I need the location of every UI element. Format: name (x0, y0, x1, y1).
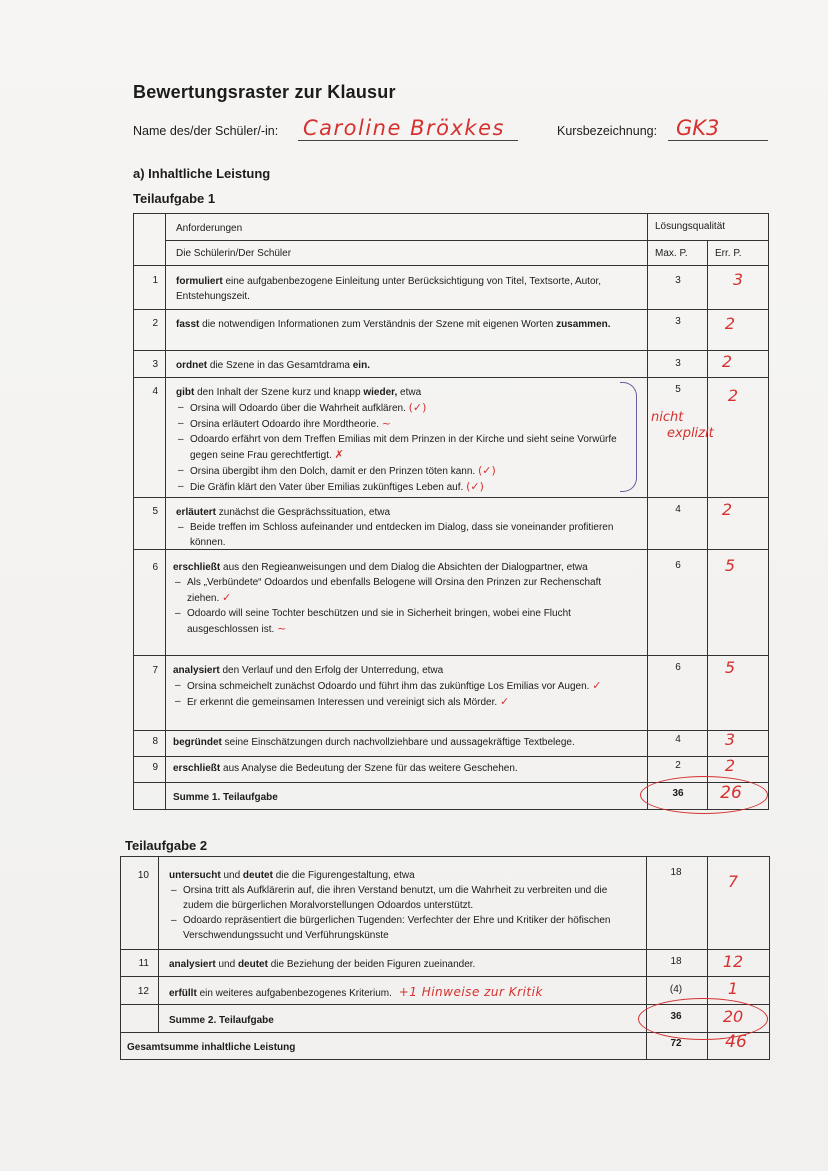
row-verb: gibt (176, 387, 195, 398)
max-points: 4 (675, 734, 681, 745)
max-points: (4) (669, 984, 683, 995)
max-points: 4 (675, 504, 681, 515)
row-text: den Verlauf und den Erfolg der Unterredung, etwa (222, 665, 444, 676)
earned-points: 2 (724, 314, 736, 333)
row-verb: zusammen. (556, 319, 611, 330)
table-row (176, 317, 636, 332)
row-verb: deutet (237, 959, 268, 970)
grader-mark: (✓) (466, 480, 484, 493)
list-item: – Er erkennt die gemeinsamen Interessen und vereinigt sich als Mörder. ✓ (173, 694, 636, 710)
bullet-list (173, 678, 636, 710)
row-number: 6 (152, 562, 158, 573)
bullet-list (173, 575, 636, 637)
row-number: 3 (152, 359, 158, 370)
max-points: 6 (675, 560, 681, 571)
col-quality-header: Lösungsqualität (655, 221, 726, 232)
row-verb: erschließt (173, 763, 221, 774)
row-number: 5 (152, 506, 158, 517)
row-text: seine Einschätzungen durch nachvollziehbare und aussagekräftige Textbelege. (224, 737, 575, 748)
sum-earned-points: 26 (720, 783, 742, 803)
list-item: – Orsina übergibt ihm den Dolch, damit er den Prinzen töten kann. (✓) (176, 463, 636, 479)
course-label: Kursbezeichnung: (557, 124, 658, 138)
name-label: Name des/der Schüler/-in: (133, 124, 279, 138)
grader-mark: (✓) (477, 464, 496, 477)
list-item: – Die Gräfin klärt den Vater über Emilias zukünftiges Leben auf. (✓) (176, 479, 636, 495)
earned-points: 2 (724, 756, 736, 775)
row-divider (133, 309, 768, 310)
row-number: 1 (152, 275, 158, 286)
course-underline (668, 140, 768, 141)
table-row (173, 735, 636, 750)
row-verb: deutet (242, 870, 273, 881)
max-points: 3 (675, 316, 681, 327)
row-divider (133, 655, 768, 656)
row-text: und (223, 870, 241, 881)
row-text: zunächst die Gesprächssituation, etwa (218, 507, 391, 518)
row-divider (133, 497, 768, 498)
part2-heading: Teilaufgabe 2 (125, 838, 208, 853)
grader-comment: nicht explizit (651, 410, 714, 441)
row-text: eine aufgabenbezogene Einleitung unter Berücksichtigung von Titel, Textsorte, Autor, Entstehungszeit. (176, 276, 602, 302)
row-text: etwa (400, 387, 422, 398)
row-number: 12 (137, 986, 149, 997)
row-verb: ordnet (176, 360, 208, 371)
earned-points: 2 (721, 500, 733, 519)
row-verb: begründet (173, 737, 222, 748)
grader-mark: ~ (381, 417, 391, 430)
bullet-list (169, 883, 639, 943)
row-divider (133, 350, 768, 351)
document-title: Bewertungsraster zur Klausur (133, 82, 396, 102)
grader-mark: (✓) (408, 401, 427, 414)
row-number: 9 (152, 762, 158, 773)
row-verb: erläutert (176, 507, 217, 518)
row-text: und (218, 959, 236, 970)
row-text: die Szene in das Gesamtdrama (209, 360, 350, 371)
col-student-header: Die Schülerin/Der Schüler (176, 248, 292, 259)
bullet-list (176, 400, 636, 495)
max-points: 18 (670, 867, 682, 878)
part1-heading: Teilaufgabe 1 (133, 191, 216, 206)
grader-note: +1 Hinweise zur Kritik (398, 985, 543, 999)
row-verb: erschließt (173, 562, 221, 573)
row-divider (165, 240, 768, 241)
course-value: GK3 (676, 116, 720, 140)
row-text: den Inhalt der Szene kurz und knapp (197, 387, 361, 398)
col-max-header: Max. P. (655, 248, 688, 259)
earned-points: 12 (722, 952, 744, 971)
grader-brace (620, 382, 637, 492)
row-text: die Beziehung der beiden Figuren zueinander. (270, 959, 476, 970)
row-divider (133, 265, 768, 266)
list-item: – Odoardo erfährt von dem Treffen Emilias mit dem Prinzen in der Kirche und sieht seine Vorwürfe gegen seine Frau gerechtfertigt. ✗ (176, 432, 636, 463)
earned-points: 3 (724, 730, 736, 749)
col-requirements-header: Anforderungen (176, 223, 243, 234)
row-divider (120, 976, 769, 977)
grader-mark: ✓ (592, 679, 602, 692)
grader-mark: ✗ (334, 448, 344, 461)
table-row (169, 985, 639, 1001)
list-item: – Odoardo repräsentiert die bürgerlichen Tugenden: Verfechter der Ehre und Kritiker der höfischen Verschwendungssucht und Verführungskünste (169, 913, 639, 943)
total-earned-points: 46 (725, 1032, 747, 1052)
row-verb: wieder, (363, 387, 398, 398)
max-points: 2 (675, 760, 681, 771)
row-number: 8 (152, 736, 158, 747)
row-text: die notwendigen Informationen zum Verständnis der Szene mit eigenen Worten (202, 319, 554, 330)
sum-label: Summe 1. Teilaufgabe (173, 792, 278, 803)
earned-points: 7 (727, 872, 739, 891)
max-points: 5 (675, 384, 681, 395)
row-text: die die Figurengestaltung, etwa (275, 870, 415, 881)
table-row (173, 663, 636, 710)
sum-earned-points: 20 (722, 1007, 744, 1026)
row-divider (133, 730, 768, 731)
table-row (173, 761, 636, 776)
table-row (176, 358, 636, 373)
row-divider (133, 377, 768, 378)
sum-label: Summe 2. Teilaufgabe (169, 1015, 274, 1026)
list-item: – Orsina erläutert Odoardo ihre Mordtheorie. ~ (176, 416, 636, 432)
table-row (176, 385, 636, 495)
row-verb: erfüllt (169, 988, 197, 999)
earned-points: 2 (721, 352, 733, 371)
section-a-heading: a) Inhaltliche Leistung (133, 166, 271, 181)
table-row (169, 868, 639, 943)
row-verb: untersucht (169, 870, 221, 881)
earned-points: 2 (727, 386, 739, 405)
list-item: – Orsina tritt als Aufklärerin auf, die ihren Verstand benutzt, um die Wahrheit zu verbreiten und die zudem die bürgerlichen Moralvorstellungen Odoardos unterstützt. (169, 883, 639, 913)
max-points: 3 (675, 275, 681, 286)
sum-max-points: 36 (670, 1011, 682, 1022)
table-row (176, 505, 636, 550)
name-row (133, 118, 768, 144)
row-text: ein weiteres aufgabenbezogenes Kriterium. (199, 988, 392, 999)
row-divider (120, 949, 769, 950)
col-divider (647, 213, 648, 809)
row-number: 2 (152, 318, 158, 329)
row-text: aus Analyse die Bedeutung der Szene für das weitere Geschehen. (223, 763, 518, 774)
row-number: 10 (137, 870, 149, 881)
total-max-points: 72 (670, 1038, 682, 1049)
table-row (176, 274, 636, 304)
list-item: – Beide treffen im Schloss aufeinander und entdecken im Dialog, dass sie voneinander profitieren können. (176, 520, 636, 550)
table-row (169, 957, 639, 972)
row-verb: analysiert (169, 959, 216, 970)
list-item: – Orsina will Odoardo über die Wahrheit aufklären. (✓) (176, 400, 636, 416)
grader-mark: ✓ (222, 591, 232, 604)
row-verb: formuliert (176, 276, 223, 287)
max-points: 18 (670, 956, 682, 967)
grader-circle (640, 776, 768, 814)
row-number: 4 (152, 386, 158, 397)
row-verb: fasst (176, 319, 200, 330)
name-underline (298, 140, 518, 141)
earned-points: 5 (724, 556, 736, 575)
row-verb: analysiert (173, 665, 220, 676)
col-divider (158, 856, 159, 1032)
row-verb: ein. (352, 360, 370, 371)
earned-points: 5 (724, 658, 736, 677)
col-divider (165, 213, 166, 809)
max-points: 3 (675, 358, 681, 369)
list-item: – Orsina schmeichelt zunächst Odoardo und führt ihm das zukünftige Los Emilias vor Augen. ✓ (173, 678, 636, 694)
grader-mark: ~ (277, 622, 287, 635)
grader-mark: ✓ (499, 695, 510, 708)
list-item: – Odoardo will seine Tochter beschützen und sie in Sicherheit bringen, wobei eine Flucht ausgeschlossen ist. ~ (173, 606, 636, 637)
list-item: – Als „Verbündete“ Odoardos und ebenfalls Belogene will Orsina den Prinzen zur Rechenschaft ziehen. ✓ (173, 575, 636, 606)
row-number: 11 (138, 958, 149, 969)
row-number: 7 (152, 665, 158, 676)
sum-max-points: 36 (672, 788, 684, 799)
earned-points: 1 (727, 979, 739, 998)
total-label: Gesamtsumme inhaltliche Leistung (127, 1042, 296, 1053)
row-divider (133, 756, 768, 757)
col-err-header: Err. P. (715, 248, 742, 259)
table-row (173, 560, 636, 637)
bullet-list (176, 520, 636, 550)
student-name: Caroline Bröxkes (303, 116, 505, 140)
max-points: 6 (675, 662, 681, 673)
earned-points: 3 (732, 270, 744, 289)
row-text: aus den Regieanweisungen und dem Dialog die Absichten der Dialogpartner, etwa (223, 562, 588, 573)
